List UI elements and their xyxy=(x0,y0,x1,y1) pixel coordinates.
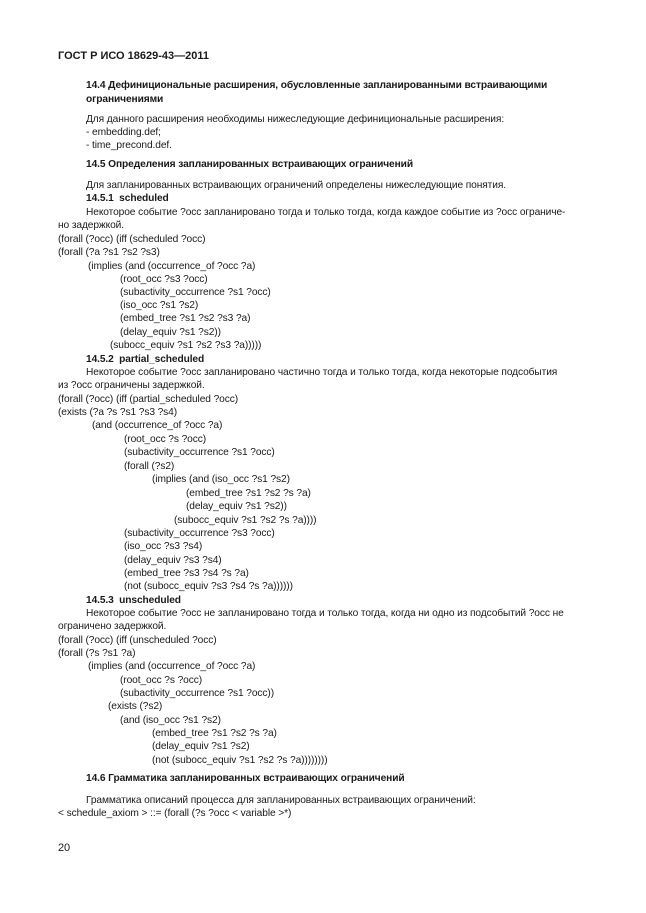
code-line: (and (occurrence_of ?occ ?a) xyxy=(92,420,223,431)
code-line: (delay_equiv ?s1 ?s2) xyxy=(152,741,250,752)
code-line: (forall (?a ?s1 ?s2 ?s3) xyxy=(58,247,160,258)
code-line: (implies (and (occurrence_of ?occ ?a) xyxy=(88,661,256,672)
code-line: (root_occ ?s3 ?occ) xyxy=(120,274,208,285)
code-line: (forall (?s ?s1 ?a) xyxy=(58,648,136,659)
code-line: (forall (?occ) (iff (scheduled ?occ) xyxy=(58,234,206,245)
section-14-4-item: - embedding.def; xyxy=(86,127,161,138)
code-line: (exists (?s2) xyxy=(108,701,163,712)
code-line: (exists (?a ?s ?s1 ?s3 ?s4) xyxy=(58,407,178,418)
page-number: 20 xyxy=(58,842,71,854)
code-line: (and (iso_occ ?s1 ?s2) xyxy=(120,715,221,726)
code-line: (root_occ ?s ?occ) xyxy=(124,434,206,445)
section-14-6-intro: Грамматика описаний процесса для запланированных встраивающих ограничений: xyxy=(86,795,476,806)
subsection-14-5-1-title: 14.5.1 scheduled xyxy=(86,193,169,204)
subsection-14-5-3-title: 14.5.3 unscheduled xyxy=(86,595,181,606)
code-line: (subocc_equiv ?s1 ?s2 ?s ?a)))) xyxy=(174,515,317,526)
code-line: (implies (and (occurrence_of ?occ ?a) xyxy=(88,261,256,272)
subsection-14-5-1-text: Некоторое событие ?occ запланировано тогда и только тогда, когда каждое событие из ?occ ограниче- xyxy=(86,207,566,218)
section-14-4-item: - time_precond.def. xyxy=(86,140,172,151)
document-header: ГОСТ Р ИСО 18629-43—2011 xyxy=(58,50,210,62)
code-line: (not (subocc_equiv ?s3 ?s4 ?s ?a)))))) xyxy=(124,581,293,592)
code-line: (subocc_equiv ?s1 ?s2 ?s3 ?a))))) xyxy=(110,340,262,351)
code-line: (forall (?occ) (iff (partial_scheduled ?occ) xyxy=(58,394,238,405)
code-line: (root_occ ?s ?occ) xyxy=(120,675,202,686)
code-line: (delay_equiv ?s1 ?s2)) xyxy=(120,327,221,338)
code-line: (delay_equiv ?s3 ?s4) xyxy=(124,555,222,566)
code-line: (delay_equiv ?s1 ?s2)) xyxy=(186,501,287,512)
subsection-14-5-3-text: Некоторое событие ?occ не запланировано тогда и только тогда, когда ни одно из подсобытий ?occ не xyxy=(86,608,564,619)
code-line: (subactivity_occurrence ?s1 ?occ) xyxy=(124,447,275,458)
code-line: (implies (and (iso_occ ?s1 ?s2) xyxy=(152,474,290,485)
code-line: (forall (?occ) (iff (unscheduled ?occ) xyxy=(58,635,217,646)
code-line: (embed_tree ?s1 ?s2 ?s3 ?a) xyxy=(120,313,251,324)
section-14-4-title-line2: ограничениями xyxy=(86,94,164,105)
code-line: (embed_tree ?s1 ?s2 ?s ?a) xyxy=(152,728,277,739)
code-line: (iso_occ ?s3 ?s4) xyxy=(124,541,203,552)
section-14-4-intro: Для данного расширения необходимы нижеследующие дефинициональные расширения: xyxy=(86,114,505,125)
code-line: (not (subocc_equiv ?s1 ?s2 ?s ?a)))))))) xyxy=(152,755,328,766)
section-14-5-title: 14.5 Определения запланированных встраивающих ограничений xyxy=(86,159,413,170)
code-line: (subactivity_occurrence ?s1 ?occ)) xyxy=(120,688,275,699)
code-line: (embed_tree ?s3 ?s4 ?s ?a) xyxy=(124,568,249,579)
subsection-14-5-2-text: из ?occ ограничены задержкой. xyxy=(58,380,205,391)
section-14-6-title: 14.6 Грамматика запланированных встраивающих ограничений xyxy=(86,773,405,784)
code-line: (subactivity_occurrence ?s3 ?occ) xyxy=(124,528,275,539)
code-line: (iso_occ ?s1 ?s2) xyxy=(120,300,199,311)
code-line: (forall (?s2) xyxy=(124,461,175,472)
subsection-14-5-1-text: но задержкой. xyxy=(58,220,125,231)
grammar-rule: < schedule_axiom > ::= (forall (?s ?occ < variable >*) xyxy=(58,808,292,819)
section-14-4-title-line1: 14.4 Дефинициональные расширения, обусловленные запланированными встраивающими xyxy=(86,80,548,91)
code-line: (subactivity_occurrence ?s1 ?occ) xyxy=(120,287,271,298)
code-line: (embed_tree ?s1 ?s2 ?s ?a) xyxy=(186,488,311,499)
section-14-5-intro: Для запланированных встраивающих ограничений определены нижеследующие понятия. xyxy=(86,180,506,191)
subsection-14-5-2-text: Некоторое событие ?occ запланировано частично тогда и только тогда, когда некоторые подсобытия xyxy=(86,367,558,378)
subsection-14-5-3-text: ограничено задержкой. xyxy=(58,621,167,632)
subsection-14-5-2-title: 14.5.2 partial_scheduled xyxy=(86,354,205,365)
